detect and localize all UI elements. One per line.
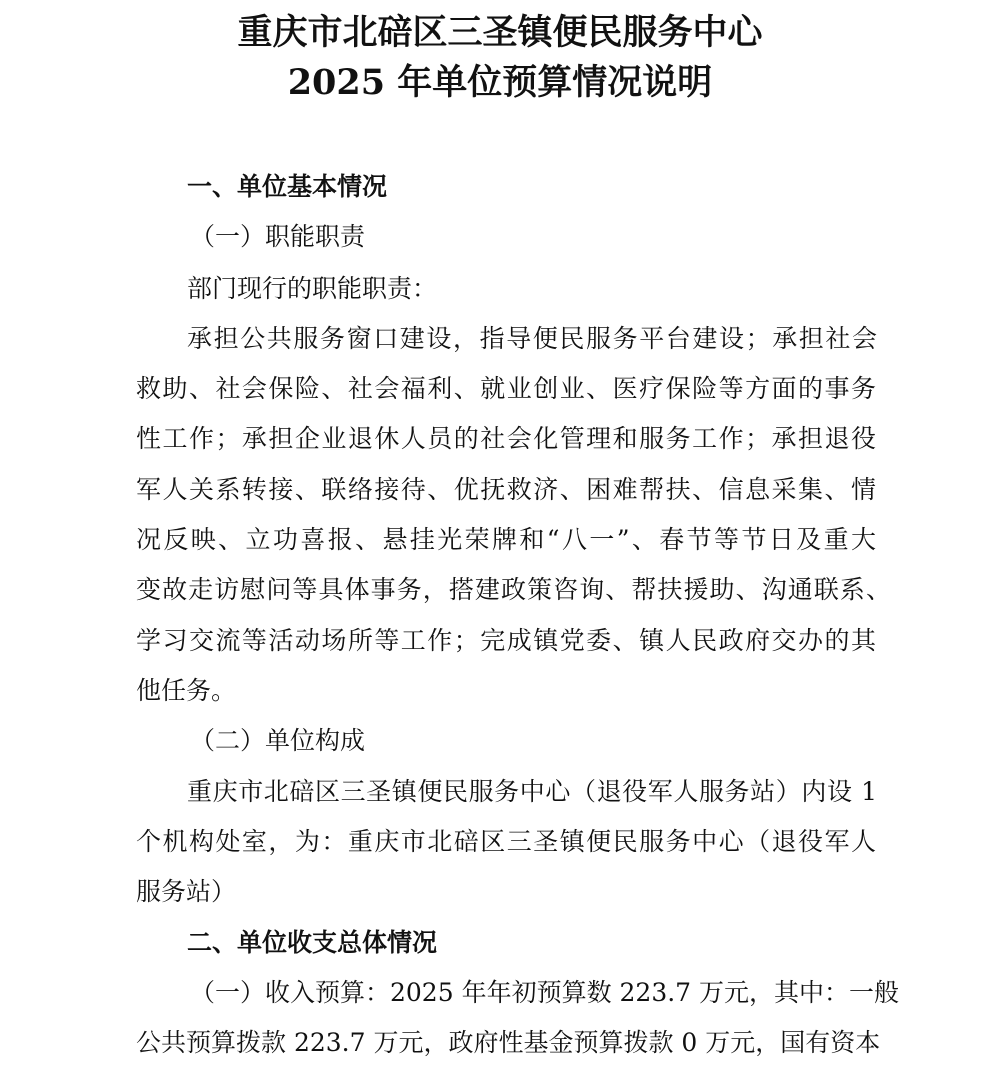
- paragraph-line: 承担公共服务窗口建设，指导便民服务平台建设；承担社会: [187, 324, 877, 353]
- section1-heading: 一、单位基本情况: [187, 172, 388, 201]
- section2-heading: 二、单位收支总体情况: [187, 928, 438, 957]
- paragraph-line: 救助、社会保险、社会福利、就业创业、医疗保险等方面的事务: [136, 374, 876, 403]
- paragraph-line: 军人关系转接、联络接待、优抚救济、困难帮扶、信息采集、情: [136, 475, 876, 504]
- section1-sub1-intro: 部门现行的职能职责：: [187, 274, 438, 303]
- document-title-line2: 2025 年单位预算情况说明: [287, 62, 713, 103]
- paragraph-line: 重庆市北碚区三圣镇便民服务中心（退役军人服务站）内设 1: [187, 777, 877, 806]
- paragraph-line: 学习交流等活动场所等工作；完成镇党委、镇人民政府交办的其: [136, 626, 876, 655]
- paragraph-line: 公共预算拨款 223.7 万元，政府性基金预算拨款 0 万元，国有资本: [136, 1028, 881, 1057]
- paragraph-line: （一）收入预算：2025 年年初预算数 223.7 万元，其中：一般: [190, 978, 900, 1007]
- paragraph-line: 个机构处室，为：重庆市北碚区三圣镇便民服务中心（退役军人: [136, 827, 876, 856]
- paragraph-line: 况反映、立功喜报、悬挂光荣牌和“八一”、春节等节日及重大: [136, 525, 876, 554]
- paragraph-line: 变故走访慰问等具体事务，搭建政策咨询、帮扶援助、沟通联系、: [136, 575, 891, 604]
- paragraph-line: 他任务。: [136, 676, 237, 705]
- document-title-line1: 重庆市北碚区三圣镇便民服务中心: [237, 12, 763, 53]
- paragraph-line: 性工作；承担企业退休人员的社会化管理和服务工作；承担退役: [136, 424, 876, 453]
- paragraph-line: 服务站）: [136, 877, 237, 906]
- section1-sub2-heading: （二）单位构成: [190, 726, 366, 755]
- section1-sub1-heading: （一）职能职责: [190, 222, 366, 251]
